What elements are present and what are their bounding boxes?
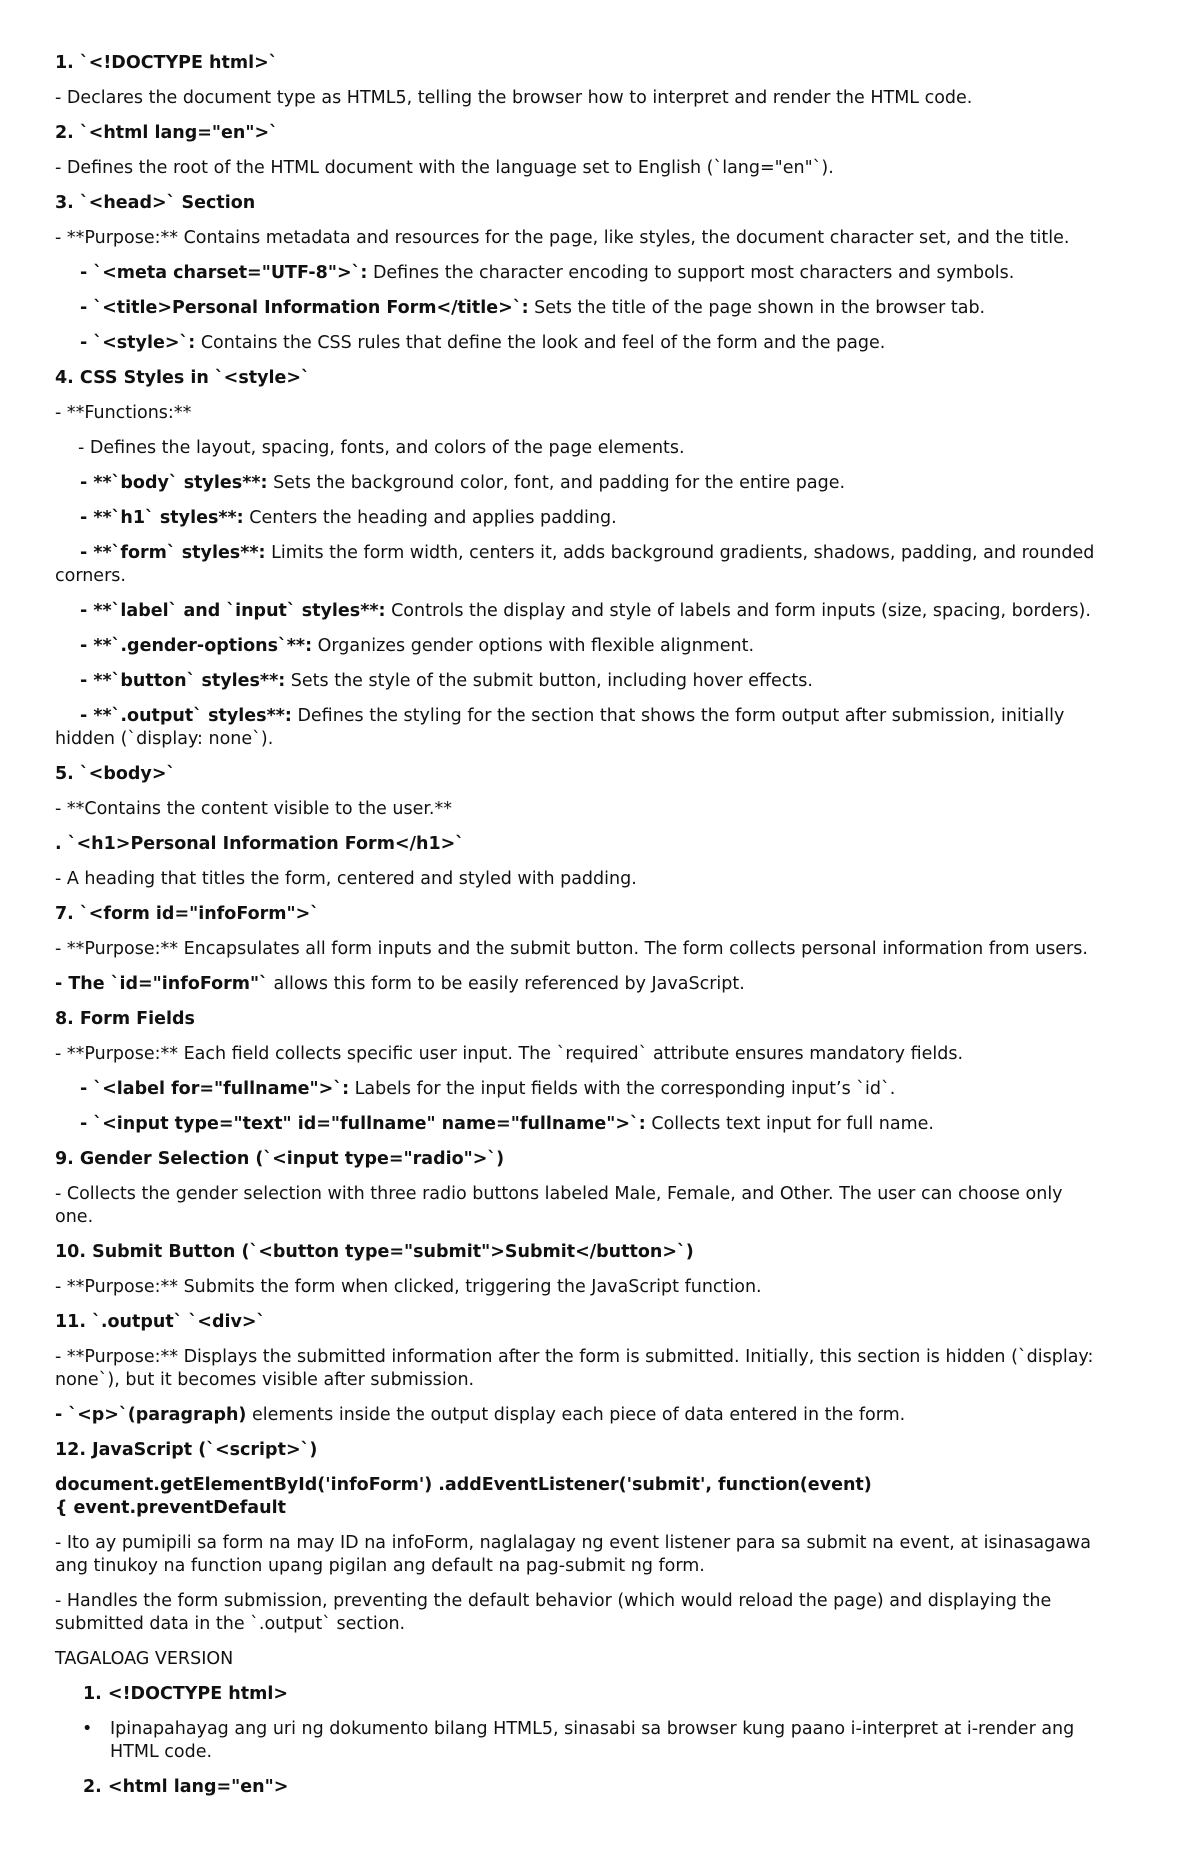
sub-item-text: Organizes gender options with flexible alignment. <box>312 636 755 656</box>
sub-item-body <box>55 472 1145 495</box>
paragraph-9 <box>55 1183 1145 1229</box>
sub-item-label: - **`label` and `input` styles**: <box>80 601 386 621</box>
sub-item-label-input <box>55 600 1145 623</box>
sub-item-text: Sets the background color, font, and padding for the entire page. <box>267 473 846 493</box>
sub-item-form <box>55 542 1145 588</box>
sub-item-button <box>55 670 1145 693</box>
tagalog-section-title: TAGALOAG VERSION <box>55 1649 234 1669</box>
sub-item-output <box>55 705 1145 751</box>
inline-bold: - The `id="infoForm"` <box>55 974 268 994</box>
heading-12: 12. JavaScript (`<script>`) <box>55 1440 318 1460</box>
sub-item-text: Sets the title of the page shown in the browser tab. <box>528 298 986 318</box>
bullet-text: Ipinapahayag ang uri ng dokumento bilang HTML5, sinasabi sa browser kung paano i-interpret at i-render ang <box>110 1719 1075 1739</box>
paragraph-line: one. <box>55 1207 94 1227</box>
bullet-item <box>55 1718 1145 1764</box>
paragraph-7b <box>55 973 1145 996</box>
sub-item-input-text <box>55 1113 1145 1136</box>
sub-item-label: - **`body` styles**: <box>80 473 268 493</box>
sub-item-text-cont: hidden (`display: none`). <box>55 729 274 749</box>
heading-10: 10. Submit Button (`<button type="submit">Submit</button>`) <box>55 1242 694 1262</box>
bullet-text-cont: HTML code. <box>110 1742 213 1762</box>
heading-1: 1. `<!DOCTYPE html>` <box>55 53 278 73</box>
sub-item-gender-options <box>55 635 1145 658</box>
paragraph-1: - Declares the document type as HTML5, telling the browser how to interpret and render the HTML code. <box>55 88 973 108</box>
inline-text: allows this form to be easily referenced by JavaScript. <box>267 974 745 994</box>
paragraph-11c <box>55 1404 1145 1427</box>
paragraph-line: ang tinukoy na function upang pigilan ang default na pag-submit ng form. <box>55 1556 705 1576</box>
code-line: { event.preventDefault <box>55 1498 286 1518</box>
paragraph-11 <box>55 1346 1145 1392</box>
sub-item-style <box>55 332 1145 355</box>
sub-item-label: - `<meta charset="UTF-8">`: <box>80 263 368 283</box>
paragraph-6: - A heading that titles the form, centered and styled with padding. <box>55 869 637 889</box>
paragraph-12c <box>55 1590 1145 1636</box>
sub-item-label: - `<label for="fullname">`: <box>80 1079 350 1099</box>
heading-4: 4. CSS Styles in `<style>` <box>55 368 310 388</box>
sub-item-text: Contains the CSS rules that define the look and feel of the form and the page. <box>195 333 886 353</box>
heading-8: 8. Form Fields <box>55 1009 195 1029</box>
sub-item-label: - **`.output` styles**: <box>80 706 292 726</box>
sub-item-meta <box>55 262 1145 285</box>
heading-11: 11. `.output` `<div>` <box>55 1312 266 1332</box>
paragraph-4: - **Functions:** <box>55 403 192 423</box>
paragraph-line: - Handles the form submission, preventing the default behavior (which would reload the page) and displaying the <box>55 1591 1052 1611</box>
heading-3: 3. `<head>` Section <box>55 193 256 213</box>
paragraph-3: - **Purpose:** Contains metadata and resources for the page, like styles, the document character set, and the title. <box>55 228 1070 248</box>
bullet-icon: • <box>82 1719 93 1739</box>
sub-item-text: Centers the heading and applies padding. <box>243 508 617 528</box>
ordered-item-2: 2. <html lang="en"> <box>83 1777 289 1797</box>
sub-item-title <box>55 297 1145 320</box>
sub-item-text: Defines the character encoding to support most characters and symbols. <box>367 263 1015 283</box>
paragraph-line: - **Purpose:** Displays the submitted information after the form is submitted. Initially, this section is hidden (`display: <box>55 1347 1094 1367</box>
paragraph-line: - Collects the gender selection with three radio buttons labeled Male, Female, and Other. The user can choose only <box>55 1184 1063 1204</box>
paragraph-12a <box>55 1532 1145 1578</box>
sub-item-label-for <box>55 1078 1145 1101</box>
inline-bold: - `<p>`(paragraph) <box>55 1405 247 1425</box>
ordered-item-1: 1. <!DOCTYPE html> <box>83 1684 289 1704</box>
paragraph-4a: - Defines the layout, spacing, fonts, and colors of the page elements. <box>78 438 685 458</box>
paragraph-10: - **Purpose:** Submits the form when clicked, triggering the JavaScript function. <box>55 1277 762 1297</box>
sub-item-label: - `<style>`: <box>80 333 196 353</box>
heading-5: 5. `<body>` <box>55 764 176 784</box>
sub-item-text: Controls the display and style of labels and form inputs (size, spacing, borders). <box>385 601 1091 621</box>
heading-6: . `<h1>Personal Information Form</h1>` <box>55 834 465 854</box>
sub-item-h1 <box>55 507 1145 530</box>
inline-text: elements inside the output display each piece of data entered in the form. <box>246 1405 906 1425</box>
sub-item-text: Limits the form width, centers it, adds background gradients, shadows, padding, and rounded <box>265 543 1095 563</box>
paragraph-line: submitted data in the `.output` section. <box>55 1614 406 1634</box>
paragraph-line: none`), but it becomes visible after submission. <box>55 1370 475 1390</box>
heading-7: 7. `<form id="infoForm">` <box>55 904 319 924</box>
heading-2: 2. `<html lang="en">` <box>55 123 278 143</box>
sub-item-label: - `<title>Personal Information Form</title>`: <box>80 298 529 318</box>
sub-item-text: Defines the styling for the section that shows the form output after submission, initially <box>291 706 1065 726</box>
paragraph-2: - Defines the root of the HTML document with the language set to English (`lang="en"`). <box>55 158 834 178</box>
paragraph-5: - **Contains the content visible to the user.** <box>55 799 452 819</box>
code-line: document.getElementById('infoForm') .addEventListener('submit', function(event) <box>55 1475 872 1495</box>
code-snippet <box>55 1474 1145 1520</box>
paragraph-7: - **Purpose:** Encapsulates all form inputs and the submit button. The form collects personal information from users. <box>55 939 1088 959</box>
sub-item-label: - **`.gender-options`**: <box>80 636 313 656</box>
sub-item-text: Collects text input for full name. <box>645 1114 934 1134</box>
sub-item-label: - **`h1` styles**: <box>80 508 244 528</box>
sub-item-text-cont: corners. <box>55 566 126 586</box>
sub-item-label: - **`form` styles**: <box>80 543 266 563</box>
paragraph-8: - **Purpose:** Each field collects specific user input. The `required` attribute ensures mandatory fields. <box>55 1044 964 1064</box>
sub-item-text: Sets the style of the submit button, including hover effects. <box>285 671 813 691</box>
sub-item-text: Labels for the input fields with the corresponding input’s `id`. <box>349 1079 896 1099</box>
sub-item-label: - **`button` styles**: <box>80 671 286 691</box>
paragraph-line: - Ito ay pumipili sa form na may ID na infoForm, naglalagay ng event listener para sa submit na event, at isinasagawa <box>55 1533 1091 1553</box>
sub-item-label: - `<input type="text" id="fullname" name="fullname">`: <box>80 1114 646 1134</box>
heading-9: 9. Gender Selection (`<input type="radio">`) <box>55 1149 505 1169</box>
